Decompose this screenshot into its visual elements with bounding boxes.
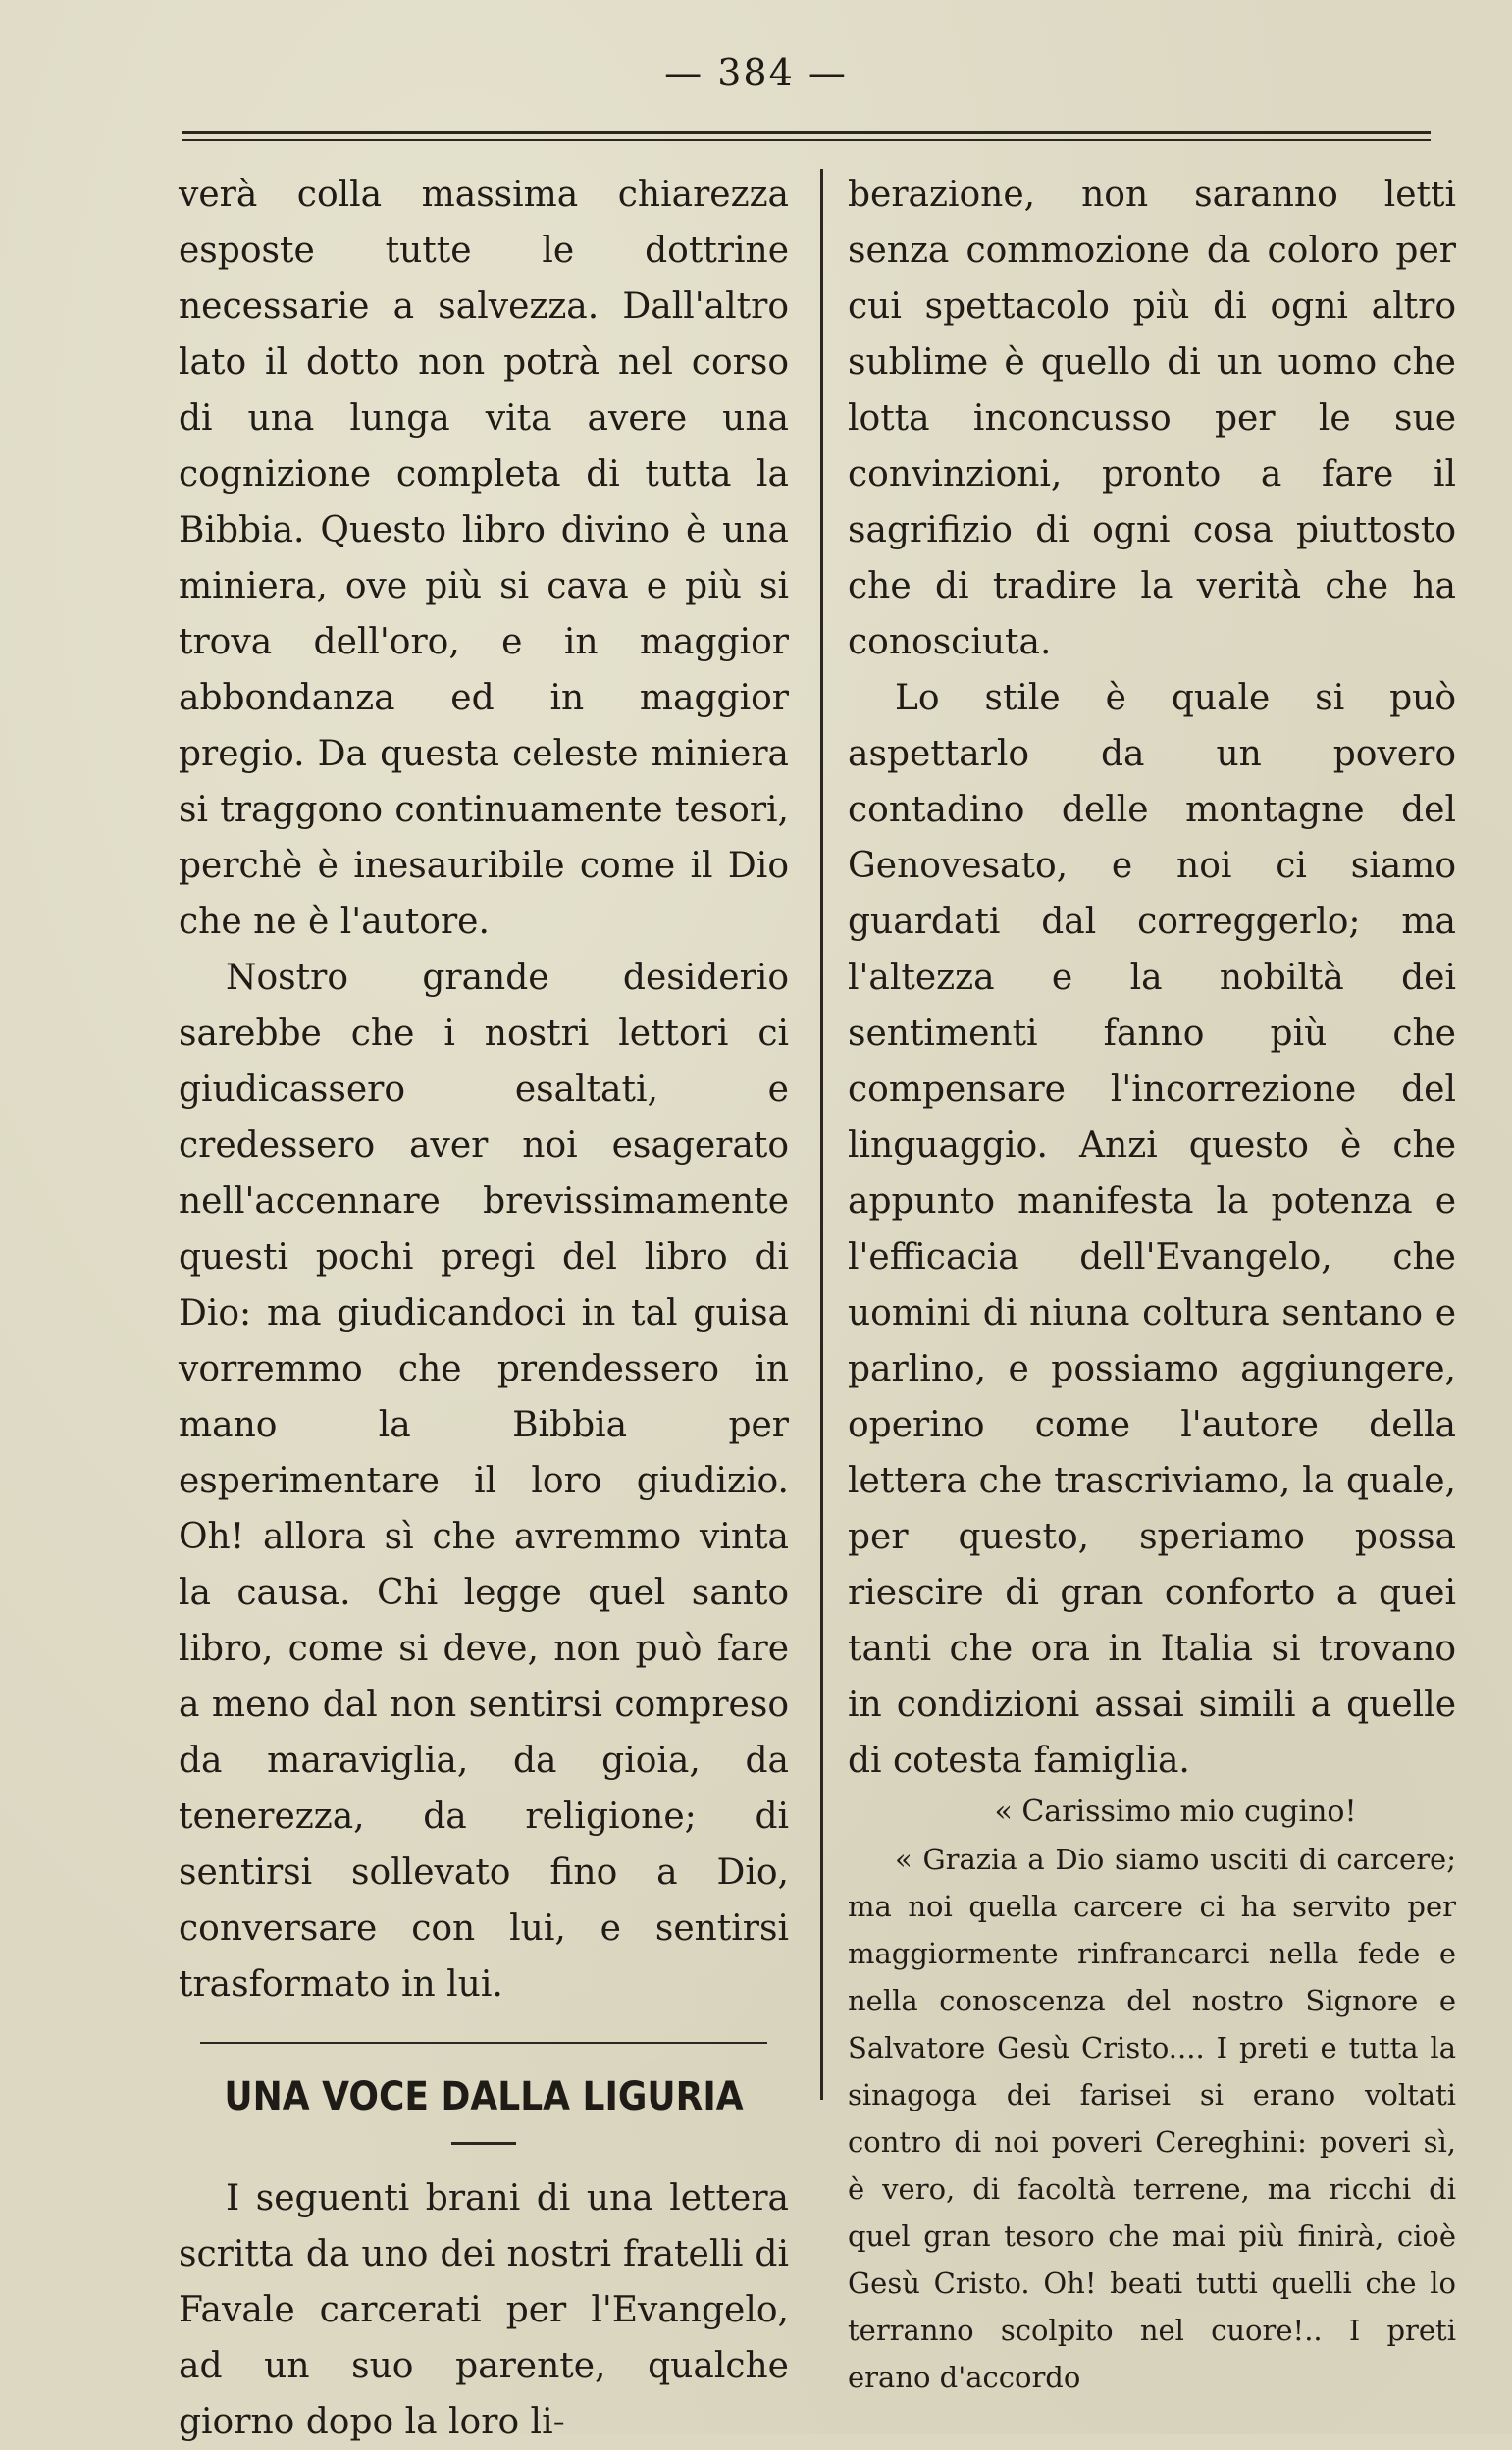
- paragraph: I seguenti brani di una lettera scritta da uno dei nostri fratelli di Favale carcerati per l'Evangelo, ad un suo parente, qualche giorno dopo la loro li-: [179, 2178, 789, 2442]
- right-column: [848, 167, 1456, 2401]
- column-divider: [820, 169, 823, 2100]
- paragraph: Nostro grande desiderio sarebbe che i nostri lettori ci giudicassero esaltati, e credessero aver noi esagerato nell'accennare brevissimamente questi pochi pregi del libro di Dio: ma giudicandoci in tal guisa vorremmo che prendessero in mano la Bibbia per esperimentare il loro giudizio. Oh! allora sì che avremmo vinta la causa. Chi legge quel santo libro, come si deve, non può fare a meno dal non sentirsi compreso da maraviglia, da gioia, da tenerezza, da religione; di sentirsi sollevato fino a Dio, conversare con lui, e sentirsi trasformato in lui.: [179, 958, 789, 2005]
- header-rule: [182, 131, 1431, 141]
- section-rule: [200, 2042, 767, 2044]
- paragraph: berazione, non saranno letti senza commozione da coloro per cui spettacolo più di ogni altro sublime è quello di un uomo che lotta inconcusso per le sue convinzioni, pronto a fare il sagrifizio di ogni cosa piuttosto che di tradire la verità che ha conosciuta.: [848, 175, 1456, 662]
- paragraph: Lo stile è quale si può aspettarlo da un povero contadino delle montagne del Genovesato, e noi ci siamo guardati dal correggerlo; ma l'altezza e la nobiltà dei sentimenti fanno più che compensare l'incorrezione del linguaggio. Anzi questo è che appunto manifesta la potenza e l'efficacia dell'Evangelo, che uomini di niuna coltura sentano e parlino, e possiamo aggiungere, operino come l'autore della lettera che trascriviamo, la quale, per questo, speriamo possa riescire di gran conforto a quei tanti che ora in Italia si trovano in condizioni assai simili a quelle di cotesta famiglia.: [848, 678, 1456, 1781]
- letter-salutation: « Carissimo mio cugino!: [994, 1795, 1357, 1829]
- paragraph: verà colla massima chiarezza esposte tutte le dottrine necessarie a salvezza. Dall'altro lato il dotto non potrà nel corso di una lunga vita avere una cognizione completa di tutta la Bibbia. Questo libro divino è una miniera, ove più si cava e più si trova dell'oro, e in maggior abbondanza ed in maggior pregio. Da questa celeste miniera si traggono continuamente tesori, perchè è inesauribile come il Dio che ne è l'autore.: [179, 175, 789, 942]
- section-title: UNA VOCE DALLA LIGURIA: [224, 2074, 744, 2119]
- left-column: [179, 167, 789, 2450]
- title-dash: [451, 2142, 516, 2145]
- page-number: — 384 —: [664, 51, 848, 94]
- letter-text: « Grazia a Dio siamo usciti di carcere; ma noi quella carcere ci ha servito per maggiormente rinfrancarci nella fede e nella conoscenza del nostro Signore e Salvatore Gesù Cristo.... I preti e tutta la sinagoga dei farisei si erano voltati contro di noi poveri Cereghini: poveri sì, è vero, di facoltà terrene, ma ricchi di quel gran tesoro che mai più finirà, cioè Gesù Cristo. Oh! beati tutti quelli che lo terranno scolpito nel cuore!.. I preti erano d'accordo: [848, 1843, 1456, 2394]
